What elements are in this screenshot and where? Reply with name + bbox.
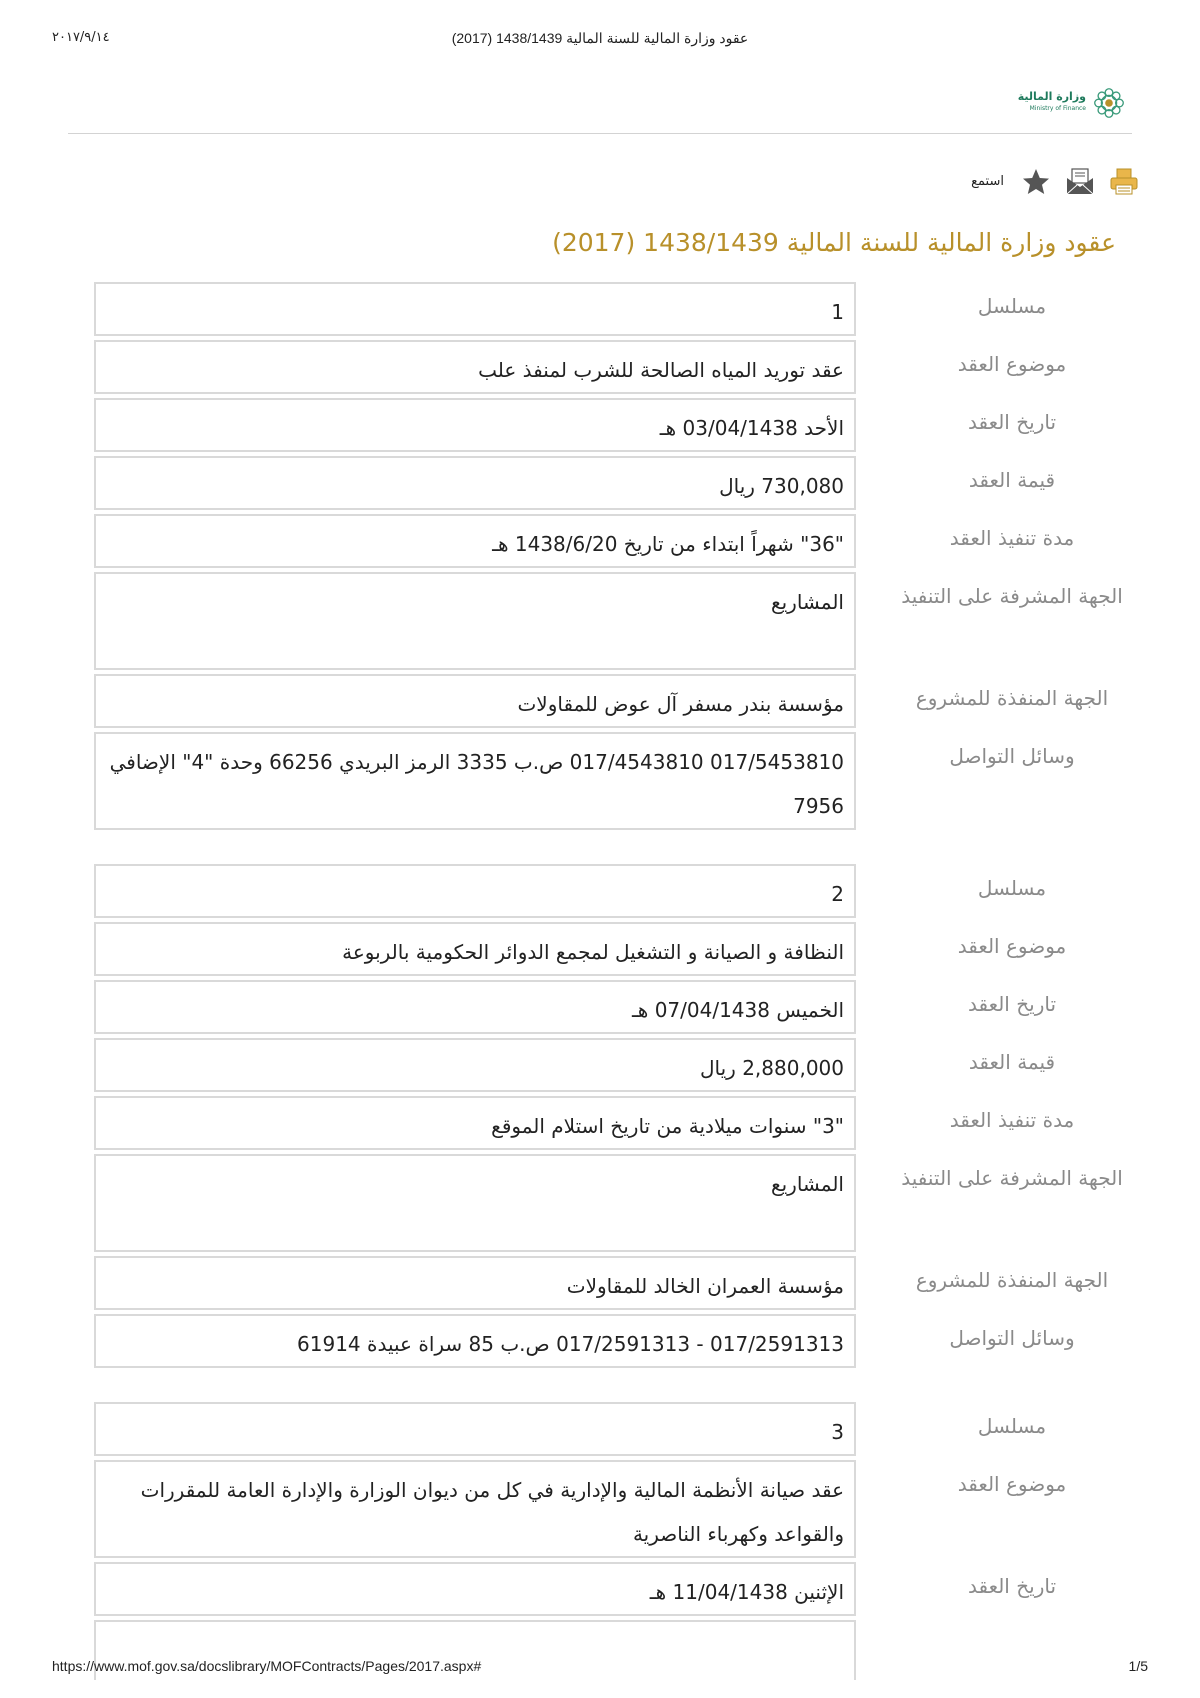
contract-2-duration-value: "3" سنوات ميلادية من تاريخ استلام الموقع (94, 1096, 856, 1150)
logo-english-text: Ministry of Finance (1029, 105, 1086, 112)
field-label-subject: موضوع العقد (957, 352, 1067, 376)
contract-1-subject-value: عقد توريد المياه الصالحة للشرب لمنفذ علب (94, 340, 856, 394)
email-button[interactable] (1064, 166, 1096, 198)
contract-3-serial-value: 3 (94, 1402, 856, 1456)
contract-2-supervisor-value: المشاريع (94, 1154, 856, 1252)
contract-1-executor-value: مؤسسة بندر مسفر آل عوض للمقاولات (94, 674, 856, 728)
field-label-duration: مدة تنفيذ العقد (949, 526, 1075, 550)
field-label-date: تاريخ العقد (967, 1574, 1057, 1598)
contract-1-serial-value: 1 (94, 282, 856, 336)
contract-2-date-value: الخميس 07/04/1438 هـ (94, 980, 856, 1034)
contract-2-executor-value: مؤسسة العمران الخالد للمقاولات (94, 1256, 856, 1310)
envelope-icon (1064, 166, 1096, 198)
field-label-subject: موضوع العقد (957, 1472, 1067, 1496)
print-button[interactable] (1108, 166, 1140, 198)
field-label-contact: وسائل التواصل (949, 744, 1075, 768)
field-label-serial: مسلسل (977, 294, 1047, 318)
field-label-subject: موضوع العقد (957, 934, 1067, 958)
field-label-value: قيمة العقد (968, 1050, 1056, 1074)
ministry-emblem-icon (1090, 84, 1128, 122)
contract-1-supervisor-value: المشاريع (94, 572, 856, 670)
field-label-supervisor: الجهة المشرفة على التنفيذ (901, 1166, 1123, 1190)
page-toolbar (880, 162, 1140, 202)
contract-1-contact-value: 017/5453810 017/4543810 ص.ب 3335 الرمز البريدي 66256 وحدة "4" الإضافي 7956 (94, 732, 856, 830)
print-page-title: (عقود وزارة المالية للسنة المالية 1438/1439 (2017 (451, 30, 749, 46)
footer-page-number: 1/5 (1128, 1658, 1148, 1674)
contract-1-value-value: 730,080 ريال (94, 456, 856, 510)
field-label-serial: مسلسل (977, 1414, 1047, 1438)
field-label-executor: الجهة المنفذة للمشروع (915, 1268, 1109, 1292)
field-label-supervisor: الجهة المشرفة على التنفيذ (901, 584, 1123, 608)
contract-3-subject-value: عقد صيانة الأنظمة المالية والإدارية في كل من ديوان الوزارة والإدارة العامة للمقررات والقواعد وكهرباء الناصرية (94, 1460, 856, 1558)
header-divider (68, 133, 1132, 134)
favorite-button[interactable] (1020, 166, 1052, 198)
contract-2-subject-value: النظافة و الصيانة و التشغيل لمجمع الدوائر الحكومية بالربوعة (94, 922, 856, 976)
field-label-value: قيمة العقد (968, 468, 1056, 492)
contract-1-date-value: الأحد 03/04/1438 هـ (94, 398, 856, 452)
field-label-serial: مسلسل (977, 876, 1047, 900)
field-label-executor: الجهة المنفذة للمشروع (915, 686, 1109, 710)
field-label-duration: مدة تنفيذ العقد (949, 1108, 1075, 1132)
contract-2-value-value: 2,880,000 ريال (94, 1038, 856, 1092)
printer-icon (1108, 166, 1140, 198)
field-label-date: تاريخ العقد (967, 410, 1057, 434)
field-label-contact: وسائل التواصل (949, 1326, 1075, 1350)
contract-3-date-value: الإثنين 11/04/1438 هـ (94, 1562, 856, 1616)
logo-arabic-text: وزارة المالية (1017, 90, 1086, 103)
star-icon (1020, 166, 1052, 198)
page-title: عقود وزارة المالية للسنة المالية 1438/1439 (2017) (552, 228, 1116, 257)
listen-link[interactable]: استمع (971, 174, 1004, 189)
ministry-logo[interactable] (978, 82, 1128, 128)
footer-url: https://www.mof.gov.sa/docslibrary/MOFContracts/Pages/2017.aspx# (52, 1658, 482, 1674)
contract-2-contact-value: 017/2591313 - 017/2591313 ص.ب 85 سراة عبيدة 61914 (94, 1314, 856, 1368)
contract-2-serial-value: 2 (94, 864, 856, 918)
field-label-date: تاريخ العقد (967, 992, 1057, 1016)
contract-1-duration-value: "36" شهراً ابتداء من تاريخ 1438/6/20 هـ (94, 514, 856, 568)
print-date: ٢٠١٧/٩/١٤ (52, 30, 110, 45)
